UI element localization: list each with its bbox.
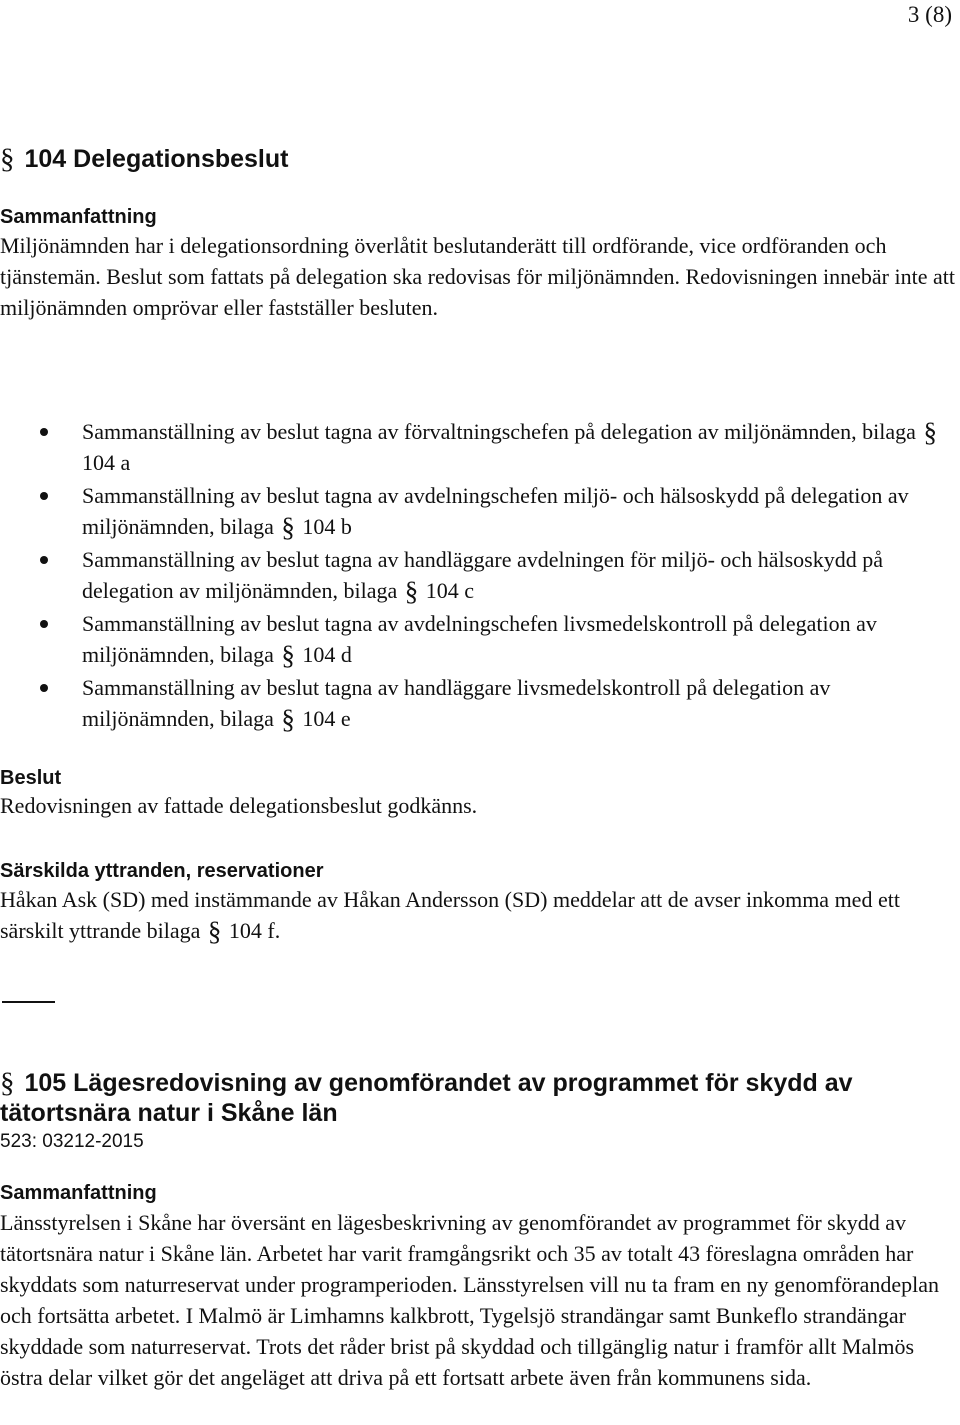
list-item xyxy=(0,480,955,542)
list-item-text: Sammanställning av beslut tagna av avdelningschefen livsmedelskontroll på delegation av miljönämnden, bilaga xyxy=(82,611,877,667)
list-item-ref: 104 e xyxy=(302,706,351,731)
statements-ref: 104 f. xyxy=(228,918,281,943)
section-104-summary-text: Miljönämnden har i delegationsordning överlåtit beslutanderätt till ordförande, vice ordföranden och tjänstemän. Beslut som fattats på delegation ska redovisas för miljönämnden. Redovisningen innebär inte att miljönämnden omprövar eller fastställer besluten. xyxy=(0,233,955,320)
statements-text xyxy=(0,884,955,946)
page-number: 3 (8) xyxy=(907,2,952,27)
section-104-summary-heading: Sammanfattning xyxy=(0,206,157,228)
section-symbol: § xyxy=(207,916,222,946)
list-item-ref: 104 d xyxy=(302,642,352,667)
section-105-summary-heading: Sammanfattning xyxy=(0,1182,157,1204)
list-item-text: Sammanställning av beslut tagna av avdelningschefen miljö- och hälsoskydd på delegation av miljönämnden, bilaga xyxy=(82,483,909,539)
list-item-ref: 104 a xyxy=(82,450,131,475)
section-symbol: § xyxy=(281,512,295,542)
list-item-ref: 104 b xyxy=(302,514,352,539)
section-symbol: § xyxy=(0,1067,15,1099)
section-divider xyxy=(2,1001,55,1003)
section-104-title: 104 Delegationsbeslut xyxy=(24,145,289,173)
list-item-text: Sammanställning av beslut tagna av handläggare avdelningen för miljö- och hälsoskydd på delegation av miljönämnden, bilaga xyxy=(82,547,883,603)
bullet-icon xyxy=(40,556,48,564)
bullet-icon xyxy=(40,684,48,692)
list-item xyxy=(0,416,955,478)
list-item-ref: 104 c xyxy=(425,578,475,603)
section-symbol: § xyxy=(281,704,295,734)
list-item-text: Sammanställning av beslut tagna av förvaltningschefen på delegation av miljönämnden, bilaga xyxy=(82,419,916,444)
section-104-heading xyxy=(0,143,955,174)
list-item xyxy=(0,544,955,606)
section-105-title: 105 Lägesredovisning av genomförandet av programmet för skydd av tätortsnära natur i Skåne län xyxy=(0,1069,853,1127)
bullet-icon xyxy=(40,492,48,500)
statements-body: Håkan Ask (SD) med instämmande av Håkan Andersson (SD) meddelar att de avser inkomma med ett särskilt yttrande bilaga xyxy=(0,887,900,943)
list-item xyxy=(0,672,955,734)
list-item xyxy=(0,608,955,670)
bullet-icon xyxy=(40,620,48,628)
appendix-list xyxy=(0,416,955,736)
decision-text: Redovisningen av fattade delegationsbeslut godkänns. xyxy=(0,793,478,818)
section-symbol: § xyxy=(0,143,15,175)
section-symbol: § xyxy=(404,576,419,606)
list-item-text: Sammanställning av beslut tagna av handläggare livsmedelskontroll på delegation av miljönämnden, bilaga xyxy=(82,675,831,731)
bullet-icon xyxy=(40,428,48,436)
decision-heading: Beslut xyxy=(0,767,62,789)
case-number: 523: 03212-2015 xyxy=(0,1131,144,1152)
statements-heading: Särskilda yttranden, reservationer xyxy=(0,860,324,882)
section-symbol: § xyxy=(923,417,937,447)
section-105-summary-text: Länsstyrelsen i Skåne har översänt en lägesbeskrivning av genomförandet av programmet för skydd av tätortsnära natur i Skåne län. Arbetet har varit framgångsrikt och 35 av totalt 43 föreslagna områden har skyddats som naturreservat under programperioden. Länsstyrelsen vill nu ta fram en ny genomförandeplan och fortsätta arbetet. I Malmö är Limhamns kalkbrott, Tygelsjö strandängar samt Bunkeflo strandängar skyddade som naturreservat. Trots det råder brist på skyddad och tillgänglig natur i framför allt Malmös östra delar vilket gör det angeläget att driva på ett fortsatt arbete även från kommunens sida. xyxy=(0,1210,939,1390)
section-symbol: § xyxy=(281,640,295,670)
section-105-heading xyxy=(0,1067,955,1128)
